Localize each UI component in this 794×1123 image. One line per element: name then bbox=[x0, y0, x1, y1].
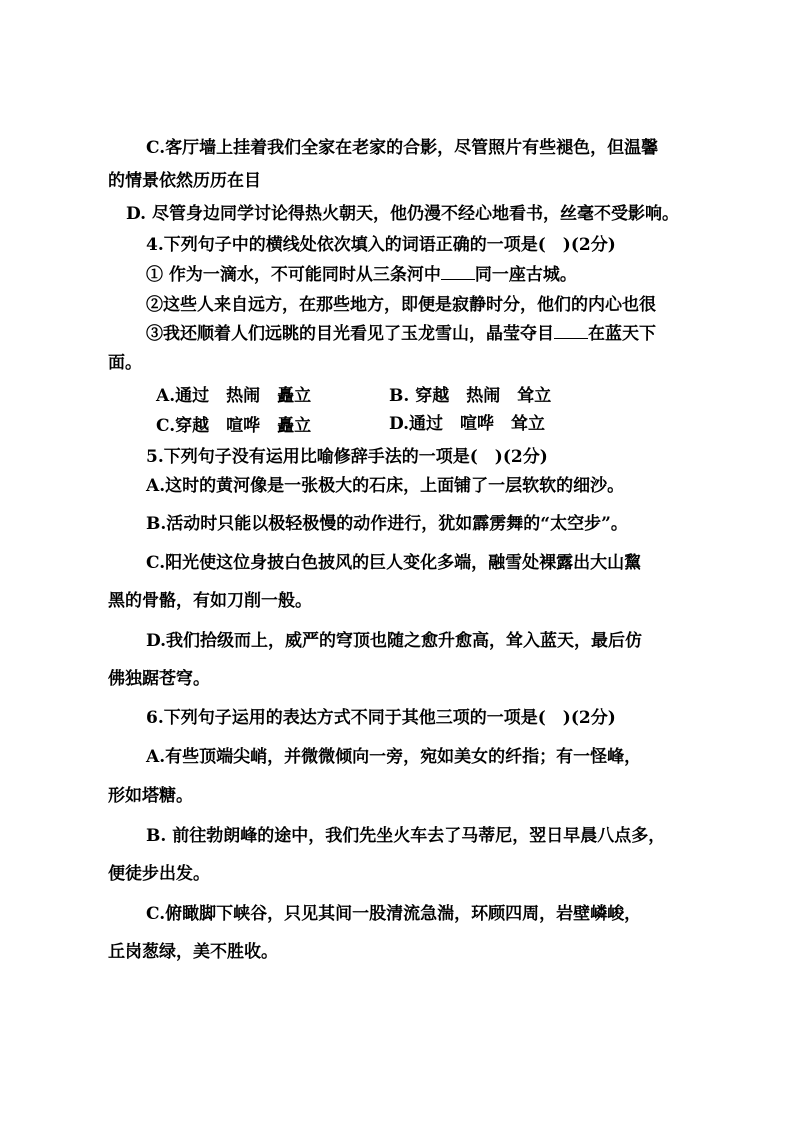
q6-option-a-line2: 形如塔糖。 bbox=[108, 786, 193, 806]
q4-sentence-1-part-b: 同一座古城。 bbox=[474, 265, 577, 285]
q4-stem: 4.下列句子中的横线处依次填入的词语正确的一项是( )(2分) bbox=[146, 235, 616, 255]
fill-blank-1 bbox=[441, 264, 475, 280]
q5-option-b: B.活动时只能以极轻极慢的动作进行，犹如霹雳舞的“太空步”。 bbox=[146, 514, 628, 534]
q4-sentence-1 bbox=[146, 264, 577, 286]
q3-option-c-line1: C.客厅墙上挂着我们全家在老家的合影，尽管照片有些褪色，但温馨 bbox=[146, 138, 659, 158]
q5-stem: 5.下列句子没有运用比喻修辞手法的一项是( )(2分) bbox=[146, 447, 548, 467]
q4-sentence-2: ②这些人来自远方，在那些地方，即便是寂静时分，他们的内心也很 bbox=[146, 295, 656, 315]
q4-sentence-3-part-a: ③我还顺着人们远眺的目光看见了玉龙雪山，晶莹夺目 bbox=[146, 324, 554, 344]
q4-sentence-1-part-a: ① 作为一滴水，不可能同时从三条河中 bbox=[146, 265, 441, 285]
q5-option-c-line1: C.阳光使这位身披白色披风的巨人变化多端，融雪处裸露出大山黧 bbox=[146, 553, 642, 573]
fill-blank-3 bbox=[554, 323, 588, 339]
q3-option-c-line2: 的情景依然历历在目 bbox=[108, 171, 261, 191]
q4-option-a: A.通过 热闹 矗立 bbox=[156, 386, 312, 406]
q6-option-b-line1: B. 前往勃朗峰的途中，我们先坐火车去了马蒂尼，翌日早晨八点多， bbox=[146, 826, 666, 846]
q6-option-c-line2: 丘岗葱绿，美不胜收。 bbox=[108, 942, 278, 962]
q5-option-a: A.这时的黄河像是一张极大的石床，上面铺了一层软软的细沙。 bbox=[146, 476, 625, 496]
q4-sentence-3 bbox=[146, 323, 656, 345]
q4-sentence-3-part-b: 在蓝天下 bbox=[588, 324, 656, 344]
q6-stem: 6.下列句子运用的表达方式不同于其他三项的一项是( )(2分) bbox=[146, 708, 616, 728]
q4-option-c: C.穿越 喧哗 矗立 bbox=[156, 416, 312, 436]
q6-option-a-line1: A.有些顶端尖峭，并微微倾向一旁，宛如美女的纤指；有一怪峰， bbox=[146, 747, 642, 767]
q4-option-d: D.通过 喧哗 耸立 bbox=[389, 414, 546, 434]
q5-option-d-line2: 佛独踞苍穹。 bbox=[108, 669, 210, 689]
q5-option-d-line1: D.我们拾级而上，威严的穹顶也随之愈升愈高，耸入蓝天，最后仿 bbox=[146, 631, 643, 651]
q4-option-b: B. 穿越 热闹 耸立 bbox=[389, 386, 552, 406]
q6-option-c-line1: C.俯瞰脚下峡谷，只见其间一股清流急湍，环顾四周，岩壁嶙峻， bbox=[146, 904, 642, 924]
q4-sentence-3-end: 面。 bbox=[108, 353, 142, 373]
q6-option-b-line2: 便徒步出发。 bbox=[108, 864, 210, 884]
q5-option-c-line2: 黑的骨骼，有如刀削一般。 bbox=[108, 591, 312, 611]
q3-option-d: D. 尽管身边同学讨论得热火朝天，他仍漫不经心地看书，丝毫不受影响。 bbox=[126, 204, 679, 224]
